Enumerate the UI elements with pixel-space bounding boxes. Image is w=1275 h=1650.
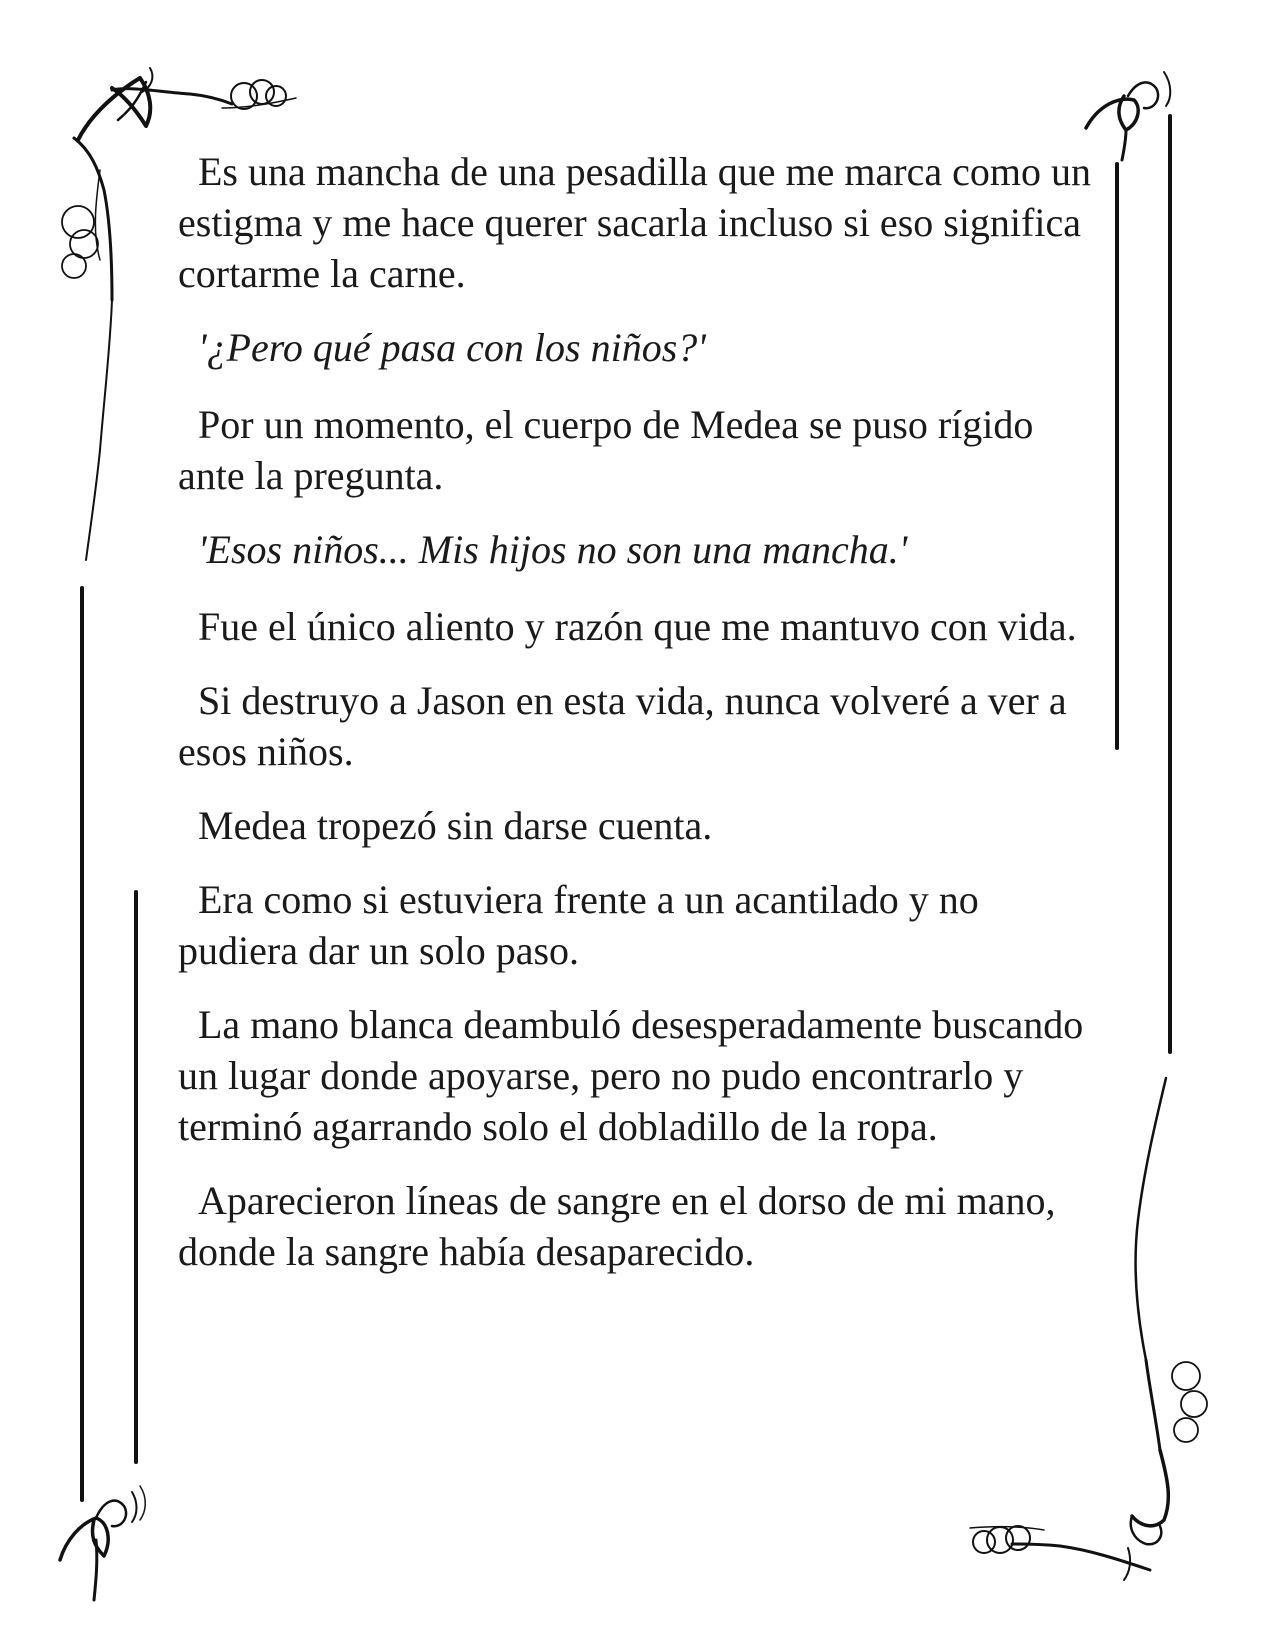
paragraph: Por un momento, el cuerpo de Medea se puso rígido ante la pregunta.: [178, 402, 1034, 498]
paragraph: La mano blanca deambuló desesperadamente buscando un lugar donde apoyarse, pero no pudo encontrarlo y terminó agarrando solo el dobladillo de la ropa.: [178, 1002, 1084, 1149]
paragraph: Fue el único aliento y razón que me mantuvo con vida.: [198, 604, 1077, 649]
bottom-left-flourish-icon: [60, 1486, 145, 1600]
paragraph: Aparecieron líneas de sangre en el dorso de mi mano, donde la sangre había desaparecido.: [178, 1178, 1056, 1274]
paragraph-dialogue: '¿Pero qué pasa con los niños?': [198, 325, 706, 370]
paragraph: Si destruyo a Jason en esta vida, nunca volveré a ver a esos niños.: [178, 678, 1067, 774]
paragraph: Es una mancha de una pesadilla que me marca como un estigma y me hace querer sacarla incluso si eso significa cortarme la carne.: [178, 149, 1091, 296]
story-text-body: [178, 146, 1108, 1300]
paragraph: Medea tropezó sin darse cuenta.: [198, 803, 713, 848]
paragraph: Era como si estuviera frente a un acantilado y no pudiera dar un solo paso.: [178, 877, 979, 973]
paragraph-dialogue: 'Esos niños... Mis hijos no son una mancha.': [198, 527, 908, 572]
